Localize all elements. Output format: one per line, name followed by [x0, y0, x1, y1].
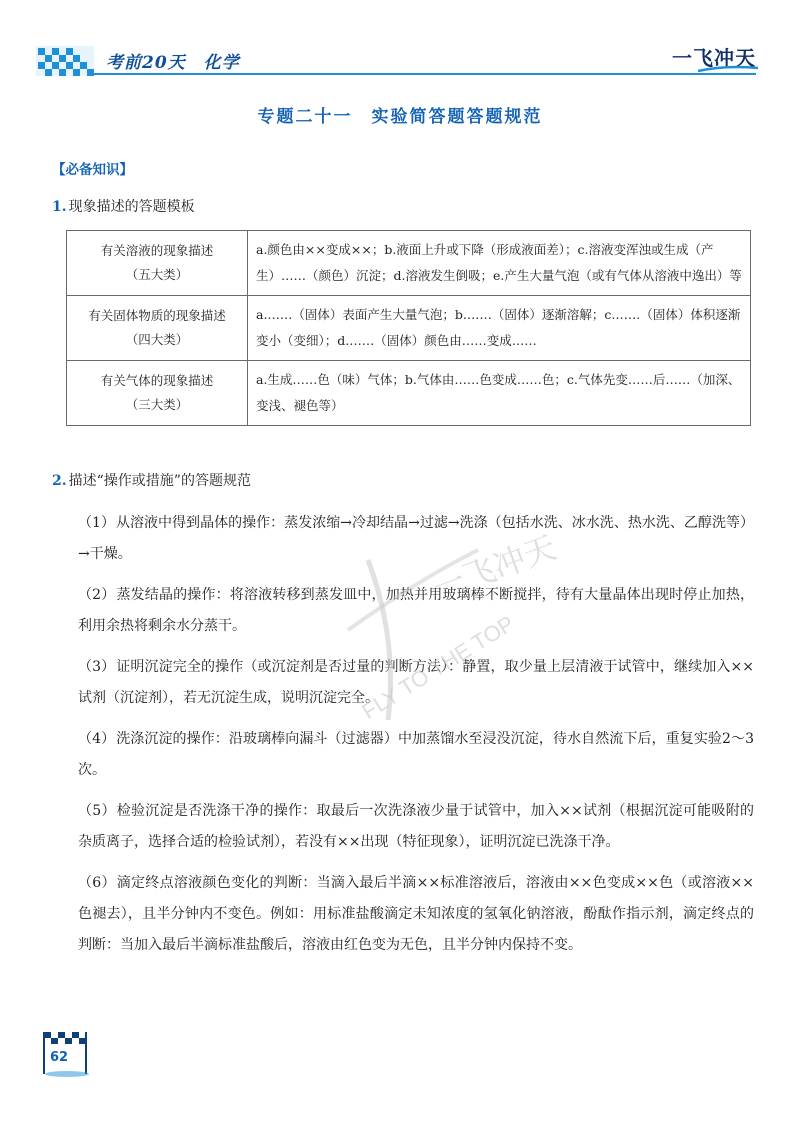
watermark-en: FLY TO THE TOP	[357, 610, 519, 725]
section1-heading	[52, 196, 195, 216]
section-tag: 【必备知识】	[52, 162, 133, 178]
watermark-logo	[328, 520, 588, 770]
item-label: （2）	[78, 587, 116, 603]
page-title: 专题二十一 实验简答题答题规范	[257, 107, 543, 127]
item-label: （1）	[78, 515, 115, 531]
category-label: 有关溶液的现象描述	[100, 243, 214, 258]
watermark-cn: 一飞冲天	[427, 528, 562, 608]
item-text: 从溶液中得到晶体的操作：蒸发浓缩→冷却结晶→过滤→洗涤（包括水洗、冰水洗、热水洗、乙醇洗等）→干燥。	[78, 515, 754, 562]
book-title: 考前20天 化学	[106, 53, 240, 73]
table-row	[67, 231, 751, 296]
table-category-cell	[67, 361, 248, 426]
item-text: 证明沉淀完全的操作（或沉淀剂是否过量的判断方法）：静置，取少量上层清液于试管中，继续加入××试剂（沉淀剂），若无沉淀生成，说明沉淀完全。	[78, 659, 754, 706]
list-item	[78, 796, 754, 858]
item-text: 蒸发结晶的操作：将溶液转移到蒸发皿中，加热并用玻璃棒不断搅拌，待有大量晶体出现时停止加热，利用余热将剩余水分蒸干。	[78, 587, 754, 634]
category-sub: （四大类）	[125, 332, 189, 347]
table-description-cell: a.……（固体）表面产生大量气泡；b.……（固体）逐渐溶解；c.……（固体）体积逐渐变小（变细）；d.……（固体）颜色由……变成……	[248, 296, 751, 361]
item-text: 洗涤沉淀的操作：沿玻璃棒向漏斗（过滤器）中加蒸馏水至浸没沉淀，待水自然流下后，重复实验2～3次。	[78, 731, 754, 778]
checkerboard-decoration-icon	[36, 46, 94, 76]
table-row	[67, 296, 751, 361]
header-rule	[94, 73, 756, 75]
brand-logo: 一飞冲天	[672, 46, 756, 70]
list-item	[78, 868, 754, 961]
category-sub: （三大类）	[125, 397, 189, 412]
item-label: （3）	[78, 659, 116, 675]
table-category-cell	[67, 296, 248, 361]
table-row	[67, 361, 751, 426]
table-description-cell: a.颜色由××变成××；b.液面上升或下降（形成液面差）；c.溶液变浑浊或生成（产生）……（颜色）沉淀；d.溶液发生倒吸；e.产生大量气泡（或有气体从溶液中逸出）等	[248, 231, 751, 296]
section2-heading	[52, 470, 251, 490]
category-label: 有关固体物质的现象描述	[88, 308, 226, 323]
phenomenon-table	[66, 230, 751, 426]
table-description-cell: a.生成……色（味）气体；b.气体由……色变成……色；c.气体先变……后……（加深、变浅、褪色等）	[248, 361, 751, 426]
item-text: 检验沉淀是否洗涤干净的操作：取最后一次洗涤液少量于试管中，加入××试剂（根据沉淀可能吸附的杂质离子，选择合适的检验试剂），若没有××出现（特征现象），证明沉淀已洗涤干净。	[78, 803, 754, 850]
page-number: 62	[50, 1050, 69, 1065]
page-number-badge	[42, 1030, 92, 1078]
section1-number: 1.	[52, 199, 67, 215]
category-sub: （五大类）	[125, 267, 189, 282]
logo-swoosh-icon	[696, 64, 760, 74]
table-category-cell	[67, 231, 248, 296]
section2-number: 2.	[52, 473, 67, 489]
item-text: 滴定终点溶液颜色变化的判断：当滴入最后半滴××标准溶液后，溶液由××色变成××色（或溶液××色褪去），且半分钟内不变色。例如：用标准盐酸滴定未知浓度的氢氧化钠溶液，酚酞作指示剂，滴定终点的判断：当加入最后半滴标准盐酸后，溶液由红色变为无色，且半分钟内保持不变。	[78, 875, 754, 953]
section2-title: 描述“操作或措施”的答题规范	[68, 473, 251, 489]
item-label: （5）	[78, 803, 116, 819]
item-label: （4）	[78, 731, 116, 747]
page-header	[36, 40, 756, 80]
item-label: （6）	[78, 875, 116, 891]
category-label: 有关气体的现象描述	[100, 373, 214, 388]
section1-title: 现象描述的答题模板	[68, 199, 195, 215]
